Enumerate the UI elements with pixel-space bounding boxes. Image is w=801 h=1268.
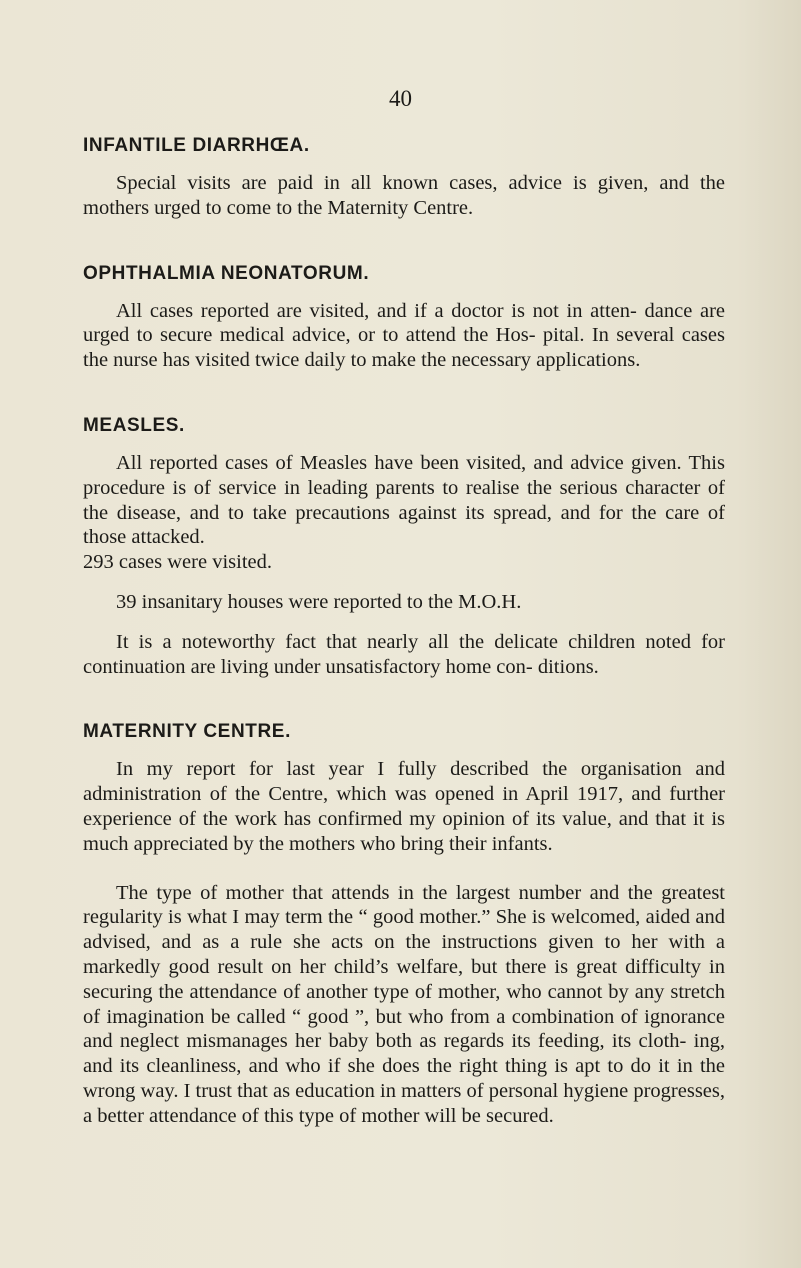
paragraph-measles-cases: 293 cases were visited.	[83, 551, 272, 574]
paragraph-infantile-diarrhoea: Special visits are paid in all known cases, advice is given, and the mothers urged to come to the Maternity Centre.	[83, 172, 725, 219]
paragraph-maternity-report: In my report for last year I fully described the organisation and administration of the Centre, which was opened in April 1917, and further experience of the work has confirmed my opinion of its value, and that it is much appreciated by the mothers who bring their infants.	[83, 758, 725, 855]
paragraph-maternity-mothers: The type of mother that attends in the largest number and the greatest regularity is what I may term the “ good mother.” She is welcomed, aided and advised, and as a rule she acts on the instructions given to her with a markedly good result on her child’s welfare, but there is great difficulty in securing the attendance of another type of mother, who cannot by any stretch of imagination be called “ good ”, but who from a combination of ignorance and neglect mismanages her baby both as regards its feeding, its cloth- ing, and its cleanliness, and who if she does the right thing is apt to do it in the wrong way. I trust that as education in matters of personal hygiene progresses, a better attendance of this type of mother will be secured.	[83, 881, 725, 1127]
heading-maternity-centre: MATERNITY CENTRE.	[83, 721, 291, 743]
page-body	[83, 134, 725, 1129]
heading-measles: MEASLES.	[83, 414, 185, 436]
heading-infantile-diarrhoea: INFANTILE DIARRHŒA.	[83, 135, 310, 156]
paragraph-measles-visits: All reported cases of Measles have been visited, and advice given. This procedure is of service in leading parents to realise the serious character of the disease, and to take precautions against its spread, and for the care of those attacked.	[83, 451, 725, 549]
paragraph-measles-houses: 39 insanitary houses were reported to the M.O.H.	[116, 590, 522, 613]
page-number: 40	[389, 86, 412, 111]
paragraph-ophthalmia-neonatorum: All cases reported are visited, and if a doctor is not in atten- dance are urged to secure medical advice, or to attend the Hos- pital. In several cases the nurse has visited twice daily to make the necessary applications.	[83, 299, 725, 372]
heading-ophthalmia-neonatorum: OPHTHALMIA NEONATORUM.	[83, 262, 370, 284]
paragraph-measles-children: It is a noteworthy fact that nearly all the delicate children noted for continuation are living under unsatisfactory home con- ditions.	[83, 630, 725, 678]
